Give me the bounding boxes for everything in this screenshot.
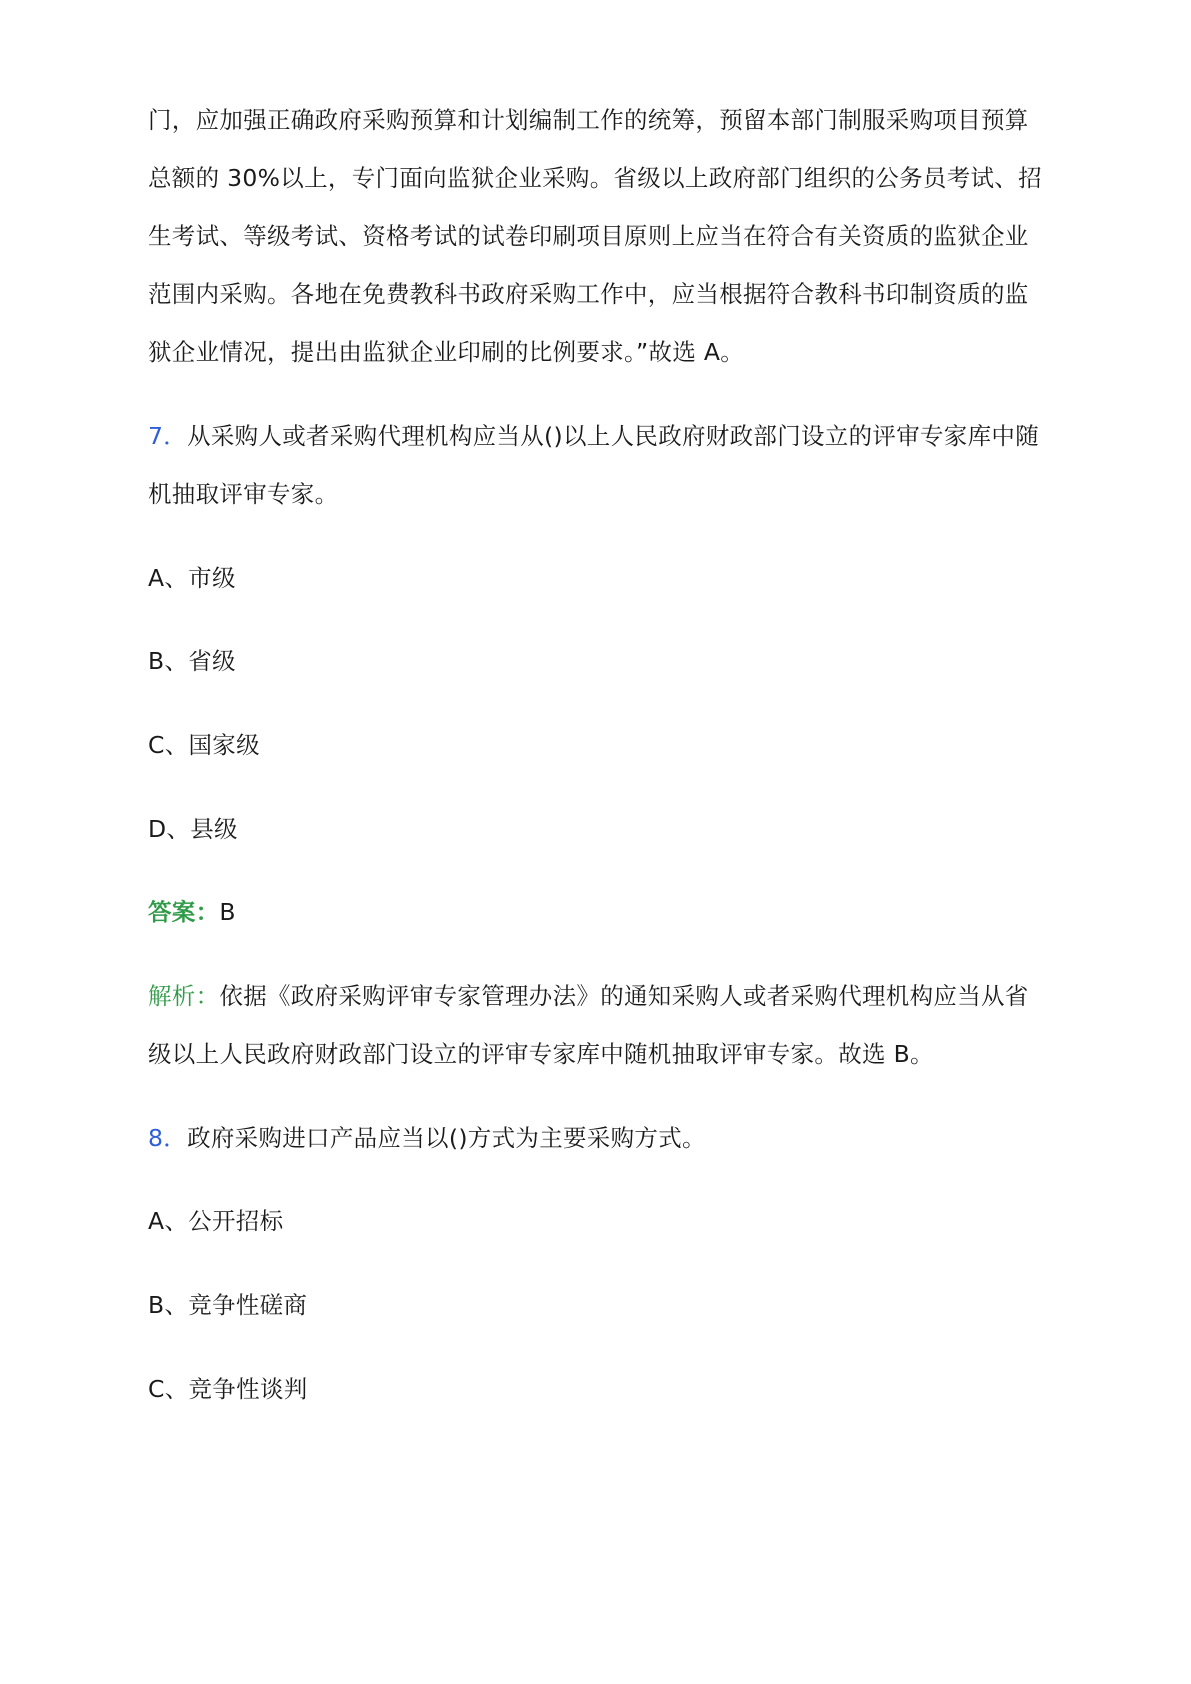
analysis-label: 解析： bbox=[148, 982, 220, 1010]
answer-value: B bbox=[219, 898, 236, 926]
prev-explanation-line-5: 狱企业情况，提出由监狱企业印刷的比例要求。”故选 A。 bbox=[148, 338, 745, 366]
question-8-option-b: B、竞争性磋商 bbox=[148, 1291, 308, 1319]
question-7-analysis-line-2: 级以上人民政府财政部门设立的评审专家库中随机抽取评审专家。故选 B。 bbox=[148, 1040, 934, 1068]
question-7-line-1 bbox=[148, 420, 1039, 452]
answer-label: 答案： bbox=[148, 898, 220, 926]
question-8-option-a: A、公开招标 bbox=[148, 1207, 284, 1235]
question-7-text: 从采购人或者采购代理机构应当从()以上人民政府财政部门设立的评审专家库中随 bbox=[187, 422, 1039, 450]
question-8-text: 政府采购进口产品应当以()方式为主要采购方式。 bbox=[187, 1124, 706, 1152]
prev-explanation-line-2: 总额的 30%以上，专门面向监狱企业采购。省级以上政府部门组织的公务员考试、招 bbox=[148, 164, 1042, 192]
prev-explanation-line-4: 范围内采购。各地在免费教科书政府采购工作中，应当根据符合教科书印制资质的监 bbox=[148, 280, 1029, 308]
question-7-option-c: C、国家级 bbox=[148, 731, 260, 759]
question-7-line-2: 机抽取评审专家。 bbox=[148, 480, 339, 508]
prev-explanation-line-3: 生考试、等级考试、资格考试的试卷印刷项目原则上应当在符合有关资质的监狱企业 bbox=[148, 222, 1029, 250]
question-7-answer bbox=[148, 896, 236, 928]
question-8-line-1 bbox=[148, 1122, 706, 1154]
question-7-option-a: A、市级 bbox=[148, 564, 236, 592]
question-8-number: 8． bbox=[148, 1124, 188, 1152]
question-7-analysis-line-1 bbox=[148, 980, 1029, 1012]
prev-explanation-line-1: 门，应加强正确政府采购预算和计划编制工作的统筹，预留本部门制服采购项目预算 bbox=[148, 106, 1029, 134]
question-7-option-d: D、县级 bbox=[148, 815, 238, 843]
analysis-text-1: 依据《政府采购评审专家管理办法》的通知采购人或者采购代理机构应当从省 bbox=[219, 982, 1029, 1010]
question-7-option-b: B、省级 bbox=[148, 647, 236, 675]
question-8-option-c: C、竞争性谈判 bbox=[148, 1375, 308, 1403]
question-7-number: 7． bbox=[148, 422, 188, 450]
